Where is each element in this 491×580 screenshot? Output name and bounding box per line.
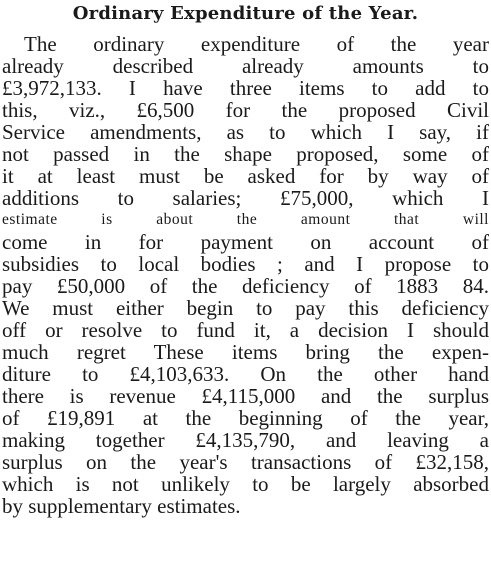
text-line-9: estimate is about the amount that will (2, 211, 489, 228)
text-line-3: £3,972,133. I have three items to add to (2, 76, 489, 100)
text-line-8: additions to salaries; £75,000, which I (2, 186, 489, 210)
text-line-6: not passed in the shape proposed, some of (2, 142, 489, 166)
text-line-15: much regret These items bring the expen- (2, 340, 489, 364)
text-line-5: Service amendments, as to which I say, if (2, 120, 489, 144)
text-line-22: by supplementary estimates. (2, 494, 241, 518)
article-heading: Ordinary Expenditure of the Year. (72, 3, 419, 24)
text-line-10: come in for payment on account of (2, 230, 489, 254)
text-line-17: there is revenue £4,115,000 and the surplus (2, 384, 489, 408)
text-line-16: diture to £4,103,633. On the other hand (2, 362, 489, 386)
text-line-2: already described already amounts to (2, 54, 489, 78)
text-line-12: pay £50,000 of the deficiency of 1883 84. (2, 274, 489, 298)
text-line-4: this, viz., £6,500 for the proposed Civil (2, 98, 489, 122)
text-line-14: off or resolve to fund it, a decision I should (2, 318, 489, 342)
text-line-18: of £19,891 at the beginning of the year, (2, 406, 489, 430)
text-line-21: which is not unlikely to be largely absorbed (2, 472, 489, 496)
text-line-7: it at least must be asked for by way of (2, 164, 489, 188)
text-line-20: surplus on the year's transactions of £32,158, (2, 450, 489, 474)
text-line-11: subsidies to local bodies ; and I propose to (2, 252, 489, 276)
text-line-13: We must either begin to pay this deficiency (2, 296, 489, 320)
text-line-19: making together £4,135,790, and leaving a (2, 428, 489, 452)
text-line-1: The ordinary expenditure of the year (24, 32, 489, 56)
